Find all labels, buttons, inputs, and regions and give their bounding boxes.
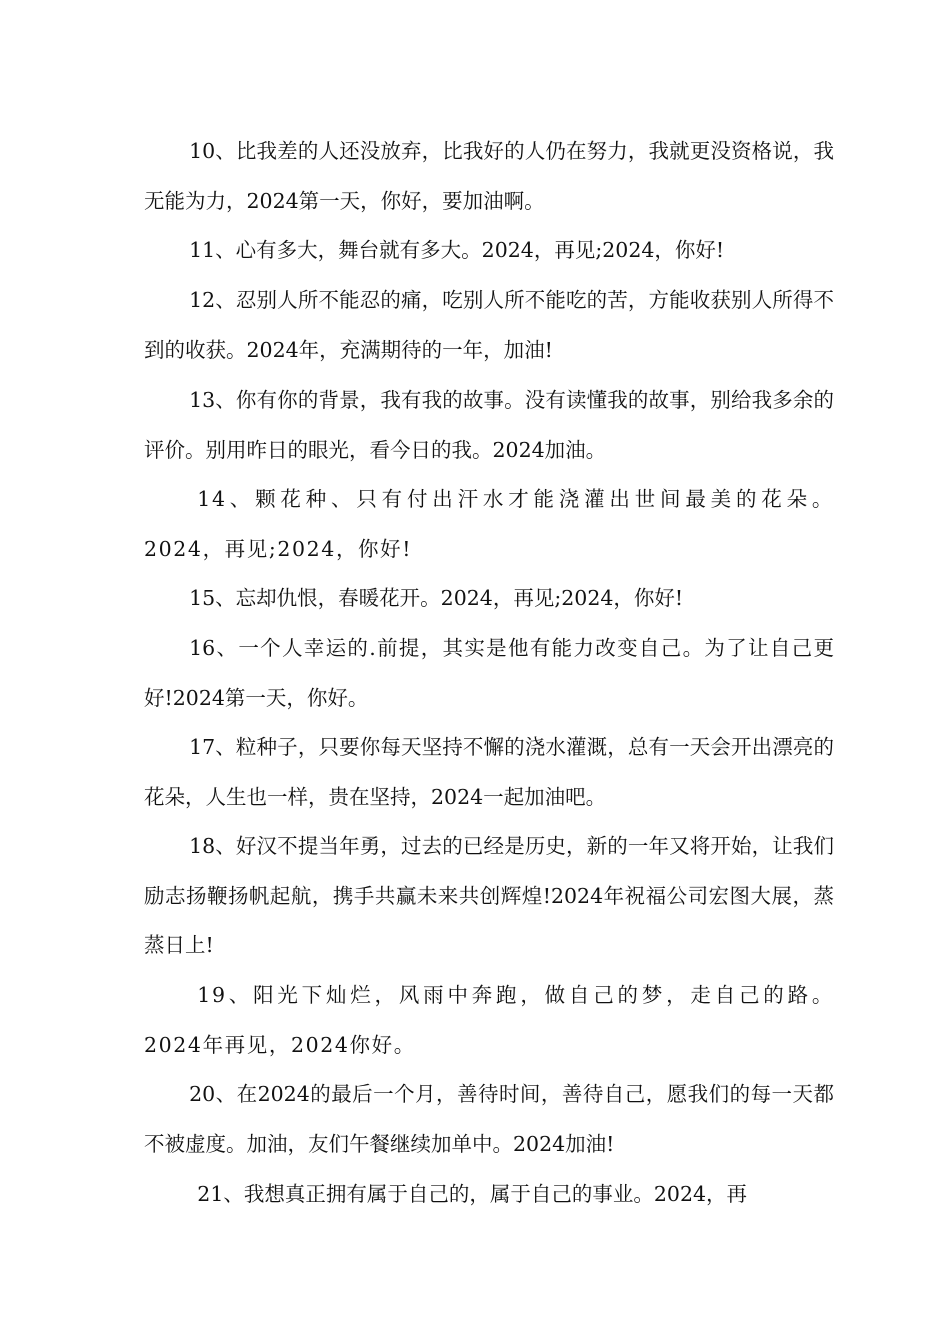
paragraph-21: 21、我想真正拥有属于自己的，属于自己的事业。2024，再 (197, 1182, 748, 1206)
paragraph-11: 11、心有多大，舞台就有多大。2024，再见;2024，你好! (189, 238, 725, 262)
paragraph-17: 17、粒种子，只要你每天坚持不懈的浇水灌溉，总有一天会开出漂亮的花朵，人生也一样，贵在坚持，2024一起加油吧。 (144, 735, 834, 809)
paragraph-16: 16、一个人幸运的.前提，其实是他有能力改变自己。为了让自己更好!2024第一天，你好。 (144, 636, 834, 710)
paragraph-19: 19、阳光下灿烂，风雨中奔跑，做自己的梦，走自己的路。2024年再见，2024你好。 (144, 983, 834, 1057)
paragraph-13: 13、你有你的背景，我有我的故事。没有读懂我的故事，别给我多余的评价。别用昨日的眼光，看今日的我。2024加油。 (144, 388, 834, 462)
paragraph-12: 12、忍别人所不能忍的痛，吃别人所不能吃的苦，方能收获别人所得不到的收获。2024年，充满期待的一年，加油! (144, 288, 834, 362)
paragraph-10: 10、比我差的人还没放弃，比我好的人仍在努力，我就更没资格说，我无能为力，2024第一天，你好，要加油啊。 (144, 139, 834, 213)
paragraph-20: 20、在2024的最后一个月，善待时间，善待自己，愿我们的每一天都不被虚度。加油，友们午餐继续加单中。2024加油! (144, 1082, 834, 1156)
paragraph-18: 18、好汉不提当年勇，过去的已经是历史，新的一年又将开始，让我们励志扬鞭扬帆起航，携手共赢未来共创辉煌!2024年祝福公司宏图大展，蒸蒸日上! (144, 834, 834, 957)
paragraph-15: 15、忘却仇恨，春暖花开。2024，再见;2024，你好! (189, 586, 684, 610)
paragraph-14: 14、颗花种、只有付出汗水才能浇灌出世间最美的花朵。2024，再见;2024，你好! (144, 487, 834, 561)
